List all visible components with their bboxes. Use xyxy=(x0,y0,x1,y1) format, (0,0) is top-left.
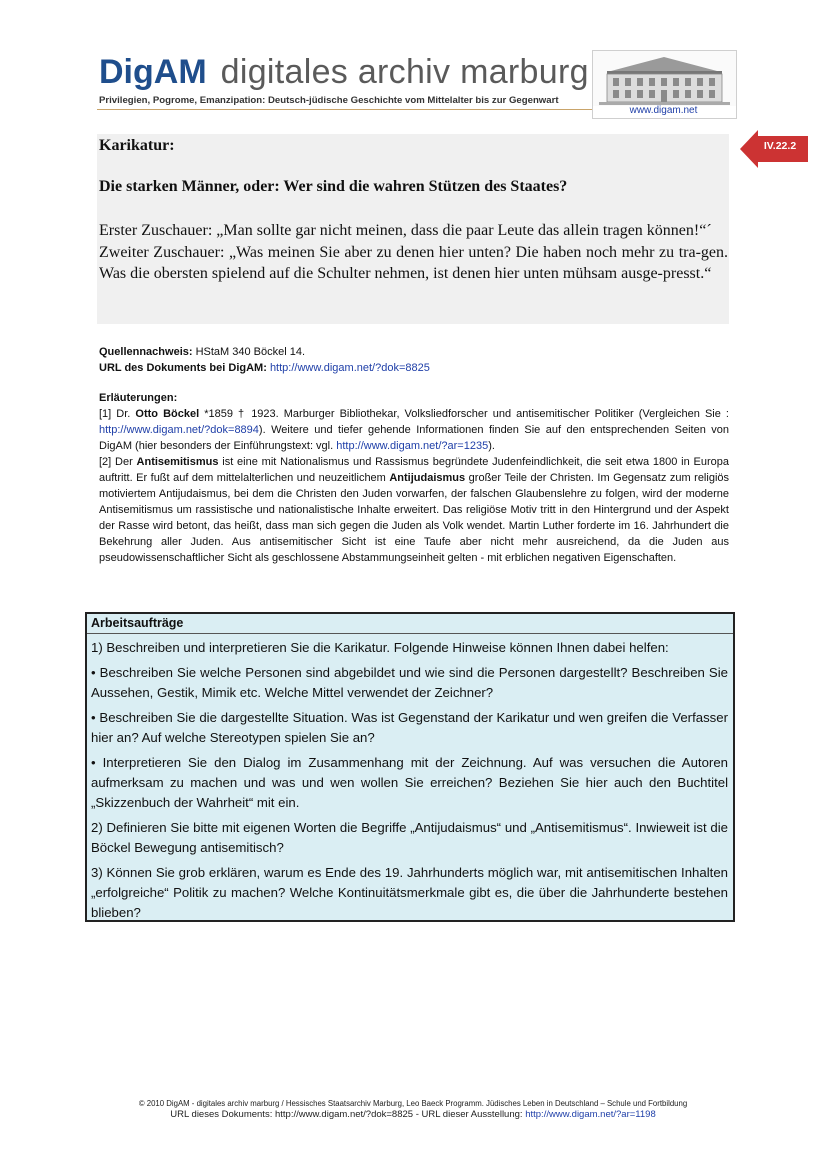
explanations xyxy=(99,390,729,566)
note-1 xyxy=(99,406,729,454)
note-2-term-antijudaismus: Antijudaismus xyxy=(389,472,466,484)
document-number-badge[interactable]: IV.22.2 xyxy=(763,140,797,152)
header-divider xyxy=(97,109,594,110)
footer-urls xyxy=(0,1109,826,1120)
note-2-text: ist eine mit Nationalismus und Rassismus begründete Judenfeindlichkeit, die seit etwa 1800 in Europa auftritt. Er fußt auf dem mittelalterlichen und neuzeitlichem xyxy=(99,456,729,484)
note-1-text-2: ). Weitere und tiefer gehende Informationen finden Sie auf den entsprechenden Seiten von DigAM (hier besonders der Einführungstext: vgl. xyxy=(99,424,729,452)
source-value: HStaM 340 Böckel 14. xyxy=(195,346,306,358)
cartoon-heading: Karikatur: xyxy=(99,137,175,154)
footer-copyright: © 2010 DigAM - digitales archiv marburg / Hessisches Staatsarchiv Marburg, Leo Baeck Programm. Jüdisches Leben in Deutschland – Schule und Fortbildung xyxy=(138,1099,688,1108)
explanations-title: Erläuterungen: xyxy=(99,392,178,404)
exhibition-url-link[interactable]: http://www.digam.net/?ar=1198 xyxy=(525,1109,656,1120)
task-2: 2) Definieren Sie bitte mit eigenen Worten die Begriffe „Antijudaismus“ und „Antisemitismus“. Inwieweit ist die Böckel Bewegung antisemitisch? xyxy=(91,820,728,855)
source-line xyxy=(99,344,729,360)
task-1-bullet-3: • Interpretieren Sie den Dialog im Zusammenhang mit der Zeichnung. Auf was versuchen die Autoren aufmerksam zu machen und was und wen wollen Sie erreichen? Beziehen Sie hier auch den Buchtitel „Skizzenbuch der Wahrheit“ mit ein. xyxy=(91,755,728,810)
note-2 xyxy=(99,454,729,566)
tasks-header-divider xyxy=(87,614,733,634)
brand-long: digitales archiv marburg xyxy=(220,53,589,91)
note-2-end: großer Teile der Christen. Im Gegensatz zum religiös motiviertem Antijudaismus, bei dem die Christen den Juden vorwarfen, der falschen Glaubenslehre zu folgen, wird der moderne Antisemitismus um rassistische und nationalistische Inhalte erweitert. Das religiöse Motiv tritt in den Hintergrund und der Aspekt der Rasse wird betont, das heißt, dass man sich gegen die Juden als Volk wendet. Martin Luther forderte im 16. Jahrhundert die Bekehrung aller Juden. Aus antisemitischer Sicht ist eine Taufe aber nicht mehr ausreichend, da die Juden aus pseudowissenschaftlicher Sicht als geschlossene Abstammungseinheit gelten - mit erblichen negativen Eigenschaften. xyxy=(99,472,730,564)
document-url-link[interactable]: http://www.digam.net/?dok=8825 xyxy=(269,362,430,374)
note-1-name: Otto Böckel xyxy=(135,408,200,420)
cartoon-dialog xyxy=(99,220,728,285)
task-1-bullet-2: • Beschreiben Sie die dargestellte Situation. Was ist Gegenstand der Karikatur und wen greifen die Verfasser hier an? Auf welche Stereotypen spielen Sie an? xyxy=(91,710,728,745)
url-line xyxy=(99,360,729,376)
site-brand xyxy=(99,52,589,92)
footer-url-text: URL dieses Dokuments: http://www.digam.net/?dok=8825 - URL dieser Ausstellung: xyxy=(170,1109,523,1120)
dialog-line-2: Zweiter Zuschauer: „Was meinen Sie aber zu denen hier unten? Die haben noch mehr zu tra-gen. Was die obersten spielend auf die Schulter nehmen, ist denen hier unten mühsam ausge-presst.“ xyxy=(99,243,728,282)
building-icon xyxy=(593,51,736,106)
site-subtitle: Privilegien, Pogrome, Emanzipation: Deutsch-jüdische Geschichte vom Mittelalter bis zur Gegenwart xyxy=(99,95,559,106)
note-2-term-antisemitismus: Antisemitismus xyxy=(136,456,219,468)
note-1-prefix: [1] Dr. xyxy=(99,408,131,420)
note-1-link-1[interactable]: http://www.digam.net/?dok=8894 xyxy=(99,424,259,436)
task-1: 1) Beschreiben und interpretieren Sie die Karikatur. Folgende Hinweise können Ihnen dabei helfen: xyxy=(91,640,669,655)
note-1-end: ). xyxy=(488,440,495,452)
source-info xyxy=(99,344,729,376)
note-1-link-2[interactable]: http://www.digam.net/?ar=1235 xyxy=(336,440,489,452)
cartoon-title: Die starken Männer, oder: Wer sind die wahren Stützen des Staates? xyxy=(99,178,568,195)
tasks-body xyxy=(91,638,728,928)
note-1-text: *1859 † 1923. Marburger Bibliothekar, Volksliedforscher und antisemitischer Politiker (Vergleichen Sie : xyxy=(204,408,729,420)
note-2-prefix: [2] Der xyxy=(99,456,133,468)
task-1-bullet-1: • Beschreiben Sie welche Personen sind abgebildet und wie sind die Personen dargestellt? Beschreiben Sie Aussehen, Gestik, Mimik etc. Welche Mittel verwendet der Zeichner? xyxy=(91,665,728,700)
logo-url[interactable]: www.digam.net xyxy=(629,105,698,116)
tasks-title: Arbeitsaufträge xyxy=(91,616,184,630)
url-label: URL des Dokuments bei DigAM: xyxy=(99,362,267,374)
dialog-line-1: Erster Zuschauer: „Man sollte gar nicht meinen, dass die paar Leute das allein tragen können!“´ xyxy=(99,222,712,239)
task-3: 3) Können Sie grob erklären, warum es Ende des 19. Jahrhunderts möglich war, mit antisemitischen Inhalten „erfolgreiche“ Politik zu machen? Welche Kontinuitätsmerkmale gibt es, die über die Jahrhunderte bestehen blieben? xyxy=(91,865,728,920)
brand-short: DigAM xyxy=(99,53,207,91)
source-label: Quellennachweis: xyxy=(99,346,193,358)
